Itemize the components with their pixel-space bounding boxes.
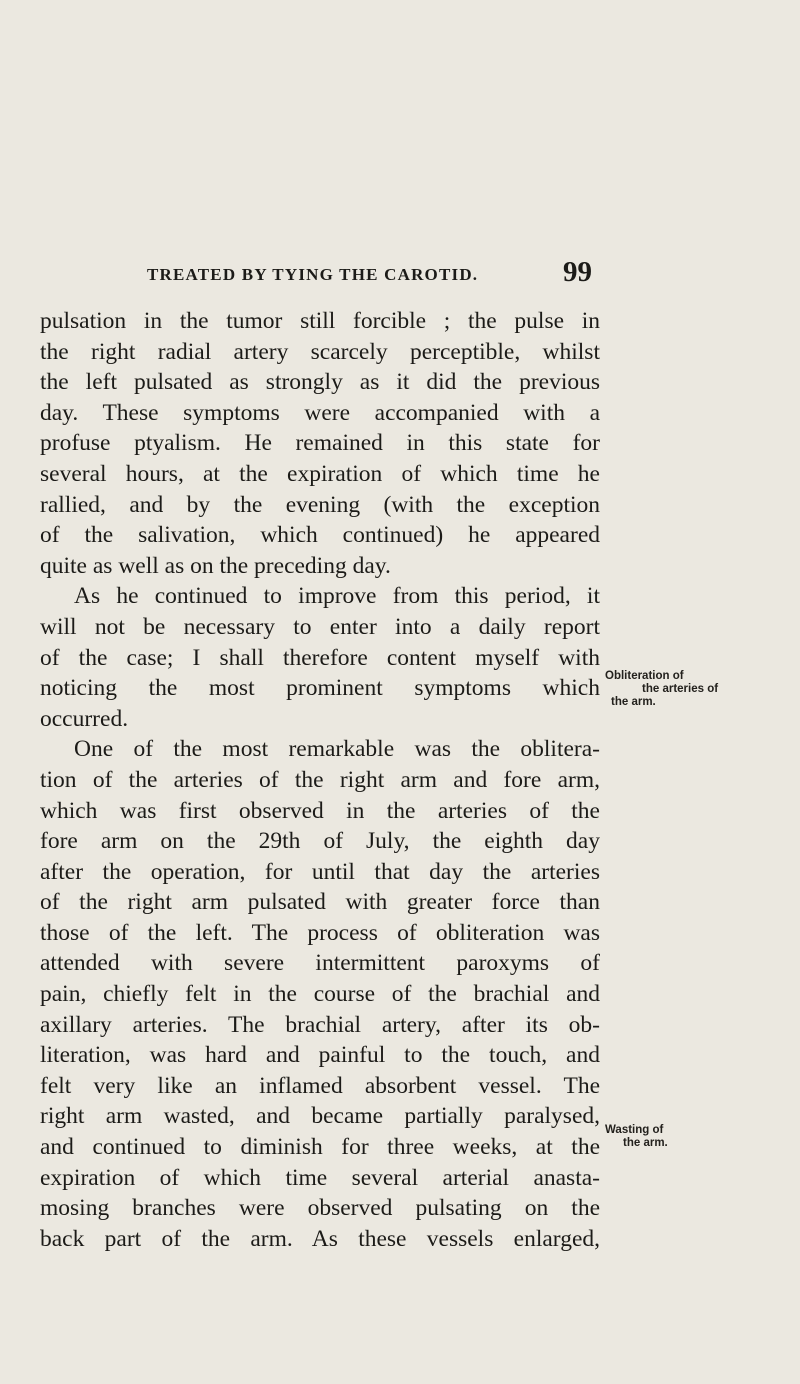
text-line: literation, was hard and painful to the touch, and [40, 1042, 600, 1069]
text-line: mosing branches were observed pulsating on the [40, 1195, 600, 1222]
text-line: after the operation, for until that day the arteries [40, 858, 600, 885]
text-line: pulsation in the tumor still forcible ; the pulse in [40, 308, 600, 334]
text-line: of the salivation, which continued) he appeared [40, 522, 600, 549]
text-line: tion of the arteries of the right arm and fore arm, [40, 766, 600, 793]
text-line: those of the left. The process of obliteration was [40, 919, 600, 946]
running-head [147, 256, 592, 296]
text-line: the left pulsated as strongly as it did the previous [40, 369, 600, 396]
text-line: One of the most remarkable was the oblitera- [74, 736, 600, 763]
margin-note-wasting [605, 1124, 795, 1150]
text-line: pain, chiefly felt in the course of the brachial and [40, 981, 600, 1008]
margin-note-line: Wasting of [605, 1124, 664, 1136]
text-line: axillary arteries. The brachial artery, after its ob- [40, 1011, 600, 1038]
margin-note-obliteration [605, 670, 795, 709]
text-line: As he continued to improve from this period, it [74, 583, 600, 610]
running-title: TREATED BY TYING THE CAROTID. [147, 265, 479, 284]
text-line: will not be necessary to enter into a daily report [40, 613, 600, 640]
text-line: back part of the arm. As these vessels enlarged, [40, 1225, 600, 1252]
text-line: which was first observed in the arteries of the [40, 797, 600, 824]
body-text [40, 306, 600, 1254]
margin-note-line: the arteries of [642, 683, 719, 695]
text-line: day. These symptoms were accompanied with a [40, 399, 600, 426]
text-line: occurred. [40, 705, 129, 732]
text-line: of the right arm pulsated with greater force than [40, 889, 600, 916]
text-line: fore arm on the 29th of July, the eighth day [40, 828, 600, 855]
margin-note-line: the arm. [611, 696, 656, 708]
text-line: rallied, and by the evening (with the exception [40, 491, 600, 518]
text-line: right arm wasted, and became partially paralysed, [40, 1103, 600, 1130]
text-line: of the case; I shall therefore content myself with [40, 644, 600, 671]
margin-note-line: Obliteration of [605, 670, 684, 682]
text-line: several hours, at the expiration of which time he [40, 460, 600, 487]
text-line: profuse ptyalism. He remained in this state for [40, 430, 600, 457]
text-line: attended with severe intermittent paroxyms of [40, 950, 600, 977]
text-line: and continued to diminish for three weeks, at the [40, 1134, 600, 1161]
text-line: the right radial artery scarcely perceptible, whilst [40, 338, 600, 365]
page-number: 99 [563, 256, 592, 288]
text-line: noticing the most prominent symptoms which [40, 675, 600, 702]
text-line: quite as well as on the preceding day. [40, 552, 391, 579]
text-line: felt very like an inflamed absorbent vessel. The [40, 1072, 600, 1099]
margin-note-line: the arm. [623, 1137, 668, 1149]
text-line: expiration of which time several arterial anasta- [40, 1164, 600, 1191]
